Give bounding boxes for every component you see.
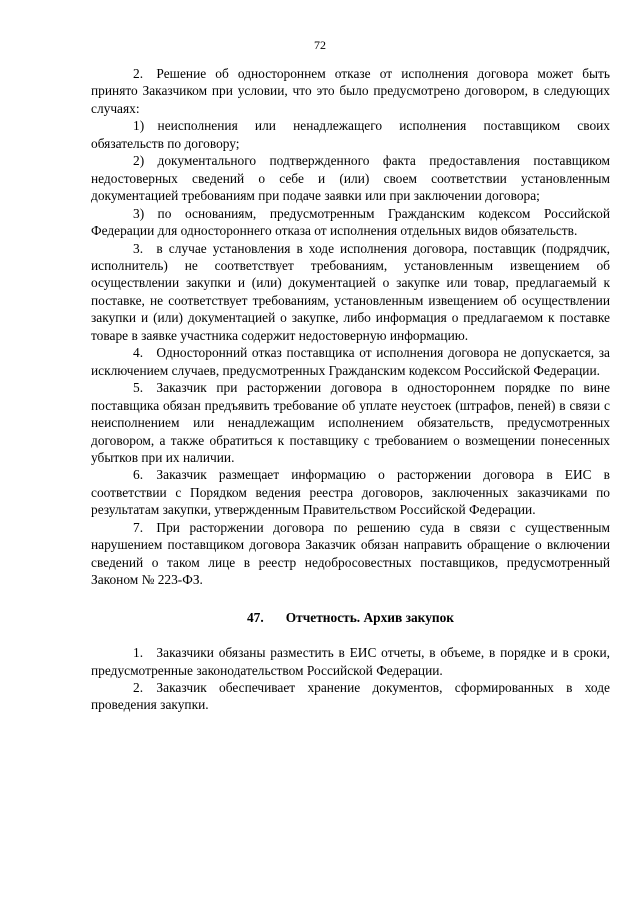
paragraph-case-1: 1) неисполнения или ненадлежащего исполнения поставщиком своих обязательств по договору; <box>91 118 610 151</box>
section-number: 47. <box>246 609 264 625</box>
section-47-paragraph-1: 1. Заказчики обязаны разместить в ЕИС отчеты, в объеме, в порядке и в сроки, предусмотренные законодательством Российской Федерации. <box>91 645 610 678</box>
section-47-paragraph-2: 2. Заказчик обеспечивает хранение документов, сформированных в ходе проведения закупки. <box>91 679 610 713</box>
paragraph-6: 6. Заказчик размещает информацию о расторжении договора в ЕИС в соответствии с Порядком ведения реестра договоров, заключенных заказчиками по результатам закупки, утвержденным Правительством Российской Федерации. <box>91 467 610 518</box>
paragraph-2-unilateral-refusal: 2. Решение об одностороннем отказе от исполнения договора может быть принято Заказчиком при условии, что это было предусмотрено договором, в следующих случаях: <box>91 66 610 116</box>
document-body <box>91 65 610 714</box>
paragraph-5: 5. Заказчик при расторжении договора в одностороннем порядке по вине поставщика обязан предъявить требование об уплате неустоек (штрафов, пеней) в связи с неисполнением или ненадлежащим исполнением обязательств, предусмотренных договором, а также обратиться к поставщику с требованием о возмещении понесенных убытков при их наличии. <box>91 380 610 465</box>
paragraph-case-2: 2) документального подтвержденного факта предоставления поставщиком недостоверных сведений о себе и (или) своем соответствии установленным документацией требованиям при подаче заявки или при заключении договора; <box>91 153 610 204</box>
section-heading <box>91 609 610 626</box>
page-number: 72 <box>314 38 326 52</box>
paragraph-4: 4. Односторонний отказ поставщика от исполнения договора не допускается, за исключением случаев, предусмотренных Гражданским кодексом Российской Федерации. <box>91 345 610 378</box>
section-title: Отчетность. Архив закупок <box>285 609 455 625</box>
paragraph-3: 3. в случае установления в ходе исполнения договора, поставщик (подрядчик, исполнитель) не соответствует требованиям, установленным извещением об осуществлении закупки и (или) документацией о закупке или товар, предлагаемый к поставке, не соответствует требованиям, установленным извещением об осуществлении закупки и (или) документацией о закупке, либо информация о предлагаемом к поставке товаре в заявке участника содержит недостоверную информацию. <box>91 240 610 343</box>
paragraph-7: 7. При расторжении договора по решению суда в связи с существенным нарушением поставщиком договора Заказчик обязан направить обращение о включении сведений о таком лице в реестр недобросовестных поставщиков, предусмотренный Законом № 223-ФЗ. <box>91 519 610 588</box>
paragraph-case-3: 3) по основаниям, предусмотренным Гражданским кодексом Российской Федерации для одностороннего отказа от исполнения отдельных видов обязательств. <box>91 205 610 239</box>
